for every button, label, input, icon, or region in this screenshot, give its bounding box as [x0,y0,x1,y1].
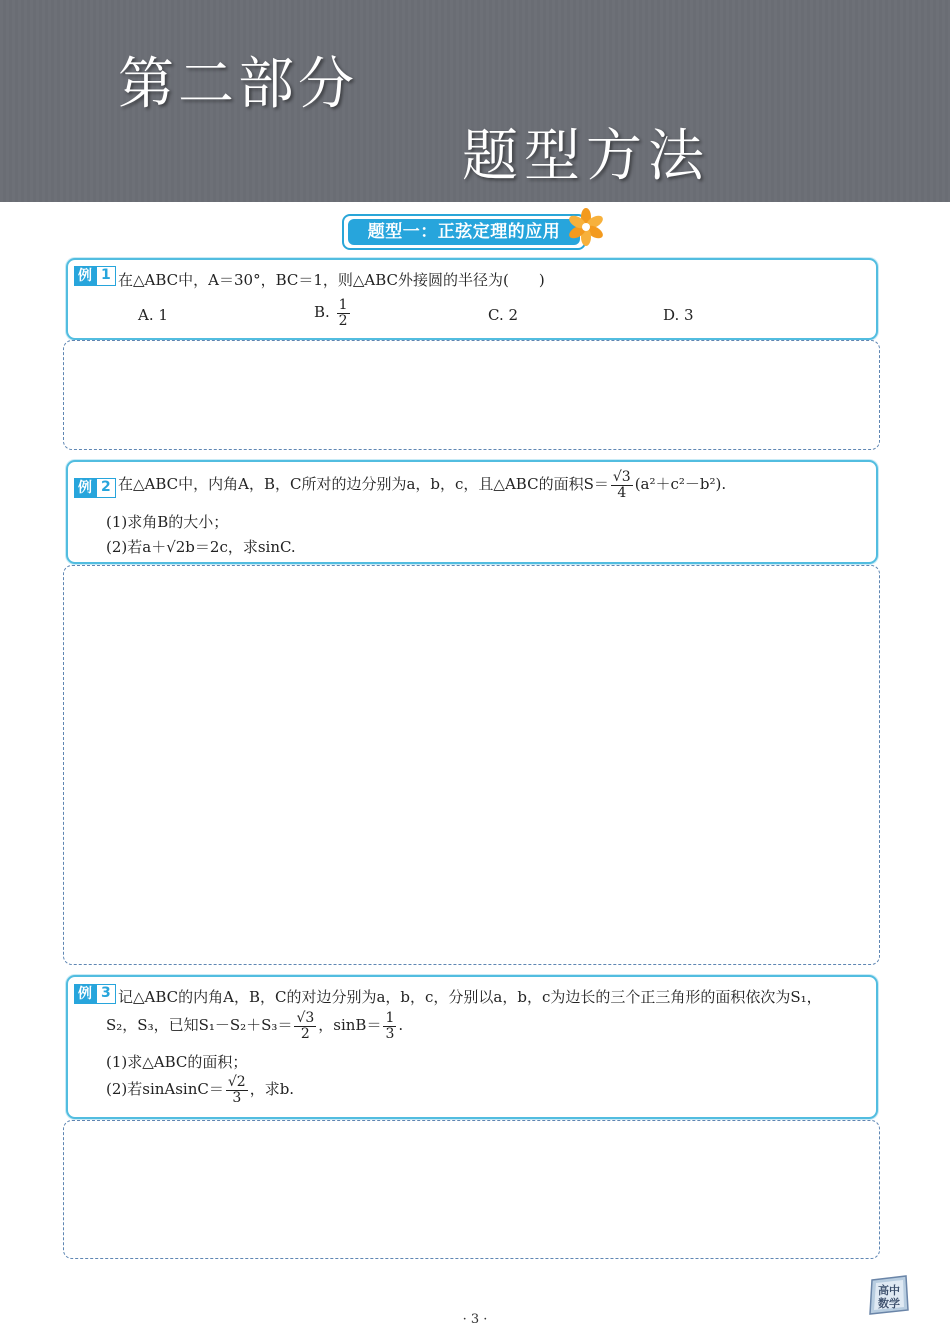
part-title: 第二部分 [118,52,358,117]
option-b-label: B. [314,303,330,322]
fraction-numerator: √3 [612,469,631,485]
example-tag-word: 例 [74,266,96,286]
fraction-numerator: 1 [385,1010,395,1026]
fraction-numerator: √2 [227,1074,246,1090]
area-fraction [611,470,633,500]
example-3-question-2 [106,1075,294,1105]
page-number: · 3 · [462,1312,488,1327]
fraction-denominator: 4 [617,484,627,501]
example-tag-word: 例 [74,478,96,498]
example-2-question-2: (2)若a＋√2b＝2c，求sinC. [106,538,296,556]
example-3-tag [74,984,116,1004]
product-fraction [226,1075,248,1105]
example-tag-number: 3 [96,984,116,1004]
example-1-tag [74,266,116,286]
question-2-suffix: ，求b. [249,1080,295,1099]
stem-line-2-mid: ，sinB＝ [318,1016,382,1035]
example-tag-number: 2 [96,478,116,498]
example-1-option-d: D. 3 [663,306,694,324]
example-3-answer-area[interactable] [63,1120,880,1259]
example-2-box [66,460,878,564]
sinb-fraction [383,1011,396,1041]
example-2-question-1: (1)求角B的大小； [106,513,229,531]
example-3-stem-line-1: 记△ABC的内角A，B，C的对边分别为a，b，c，分别以a，b，c为边长的三个正三角形的面积依次为S₁， [118,988,822,1006]
fraction-denominator: 3 [385,1025,395,1042]
example-1-box [66,258,878,340]
section-title: 题型一：正弦定理的应用 [348,219,580,245]
fraction-numerator: 1 [338,297,348,313]
fraction-denominator: 2 [300,1025,310,1042]
example-2-answer-area[interactable] [63,565,880,965]
stem-line-2-prefix: S₂，S₃，已知S₁－S₂＋S₃＝ [106,1016,293,1035]
example-tag-number: 1 [96,266,116,286]
header-banner [0,0,950,202]
fraction-denominator: 2 [338,312,348,329]
example-1-answer-area[interactable] [63,340,880,450]
question-2-prefix: (2)若sinAsinC＝ [106,1080,224,1099]
example-3-box [66,975,878,1119]
flower-icon [566,207,606,247]
stem-line-2-suffix: . [398,1016,404,1035]
sum-fraction [294,1011,316,1041]
section-banner [342,214,586,250]
option-b-fraction [337,298,350,328]
example-3-stem-line-2 [106,1011,403,1041]
logo-text-bottom: 数学 [878,1297,900,1310]
example-1-option-a: A. 1 [138,306,168,324]
example-3-question-1: (1)求△ABC的面积； [106,1053,248,1071]
logo-text-top: 高中 [878,1284,900,1297]
example-1-option-b [314,298,352,328]
fraction-denominator: 3 [232,1089,242,1106]
logo [866,1274,912,1316]
fraction-numerator: √3 [296,1010,315,1026]
example-tag-word: 例 [74,984,96,1004]
example-2-stem-prefix: 在△ABC中，内角A，B，C所对的边分别为a，b，c，且△ABC的面积S＝ [118,475,609,494]
example-1-option-c: C. 2 [488,306,519,324]
example-2-stem [118,470,726,500]
example-1-stem: 在△ABC中，A＝30°，BC＝1，则△ABC外接圆的半径为( ) [118,271,545,289]
example-2-stem-suffix: (a²＋c²－b²). [634,475,727,494]
part-subtitle: 题型方法 [462,124,710,189]
example-2-tag [74,478,116,498]
